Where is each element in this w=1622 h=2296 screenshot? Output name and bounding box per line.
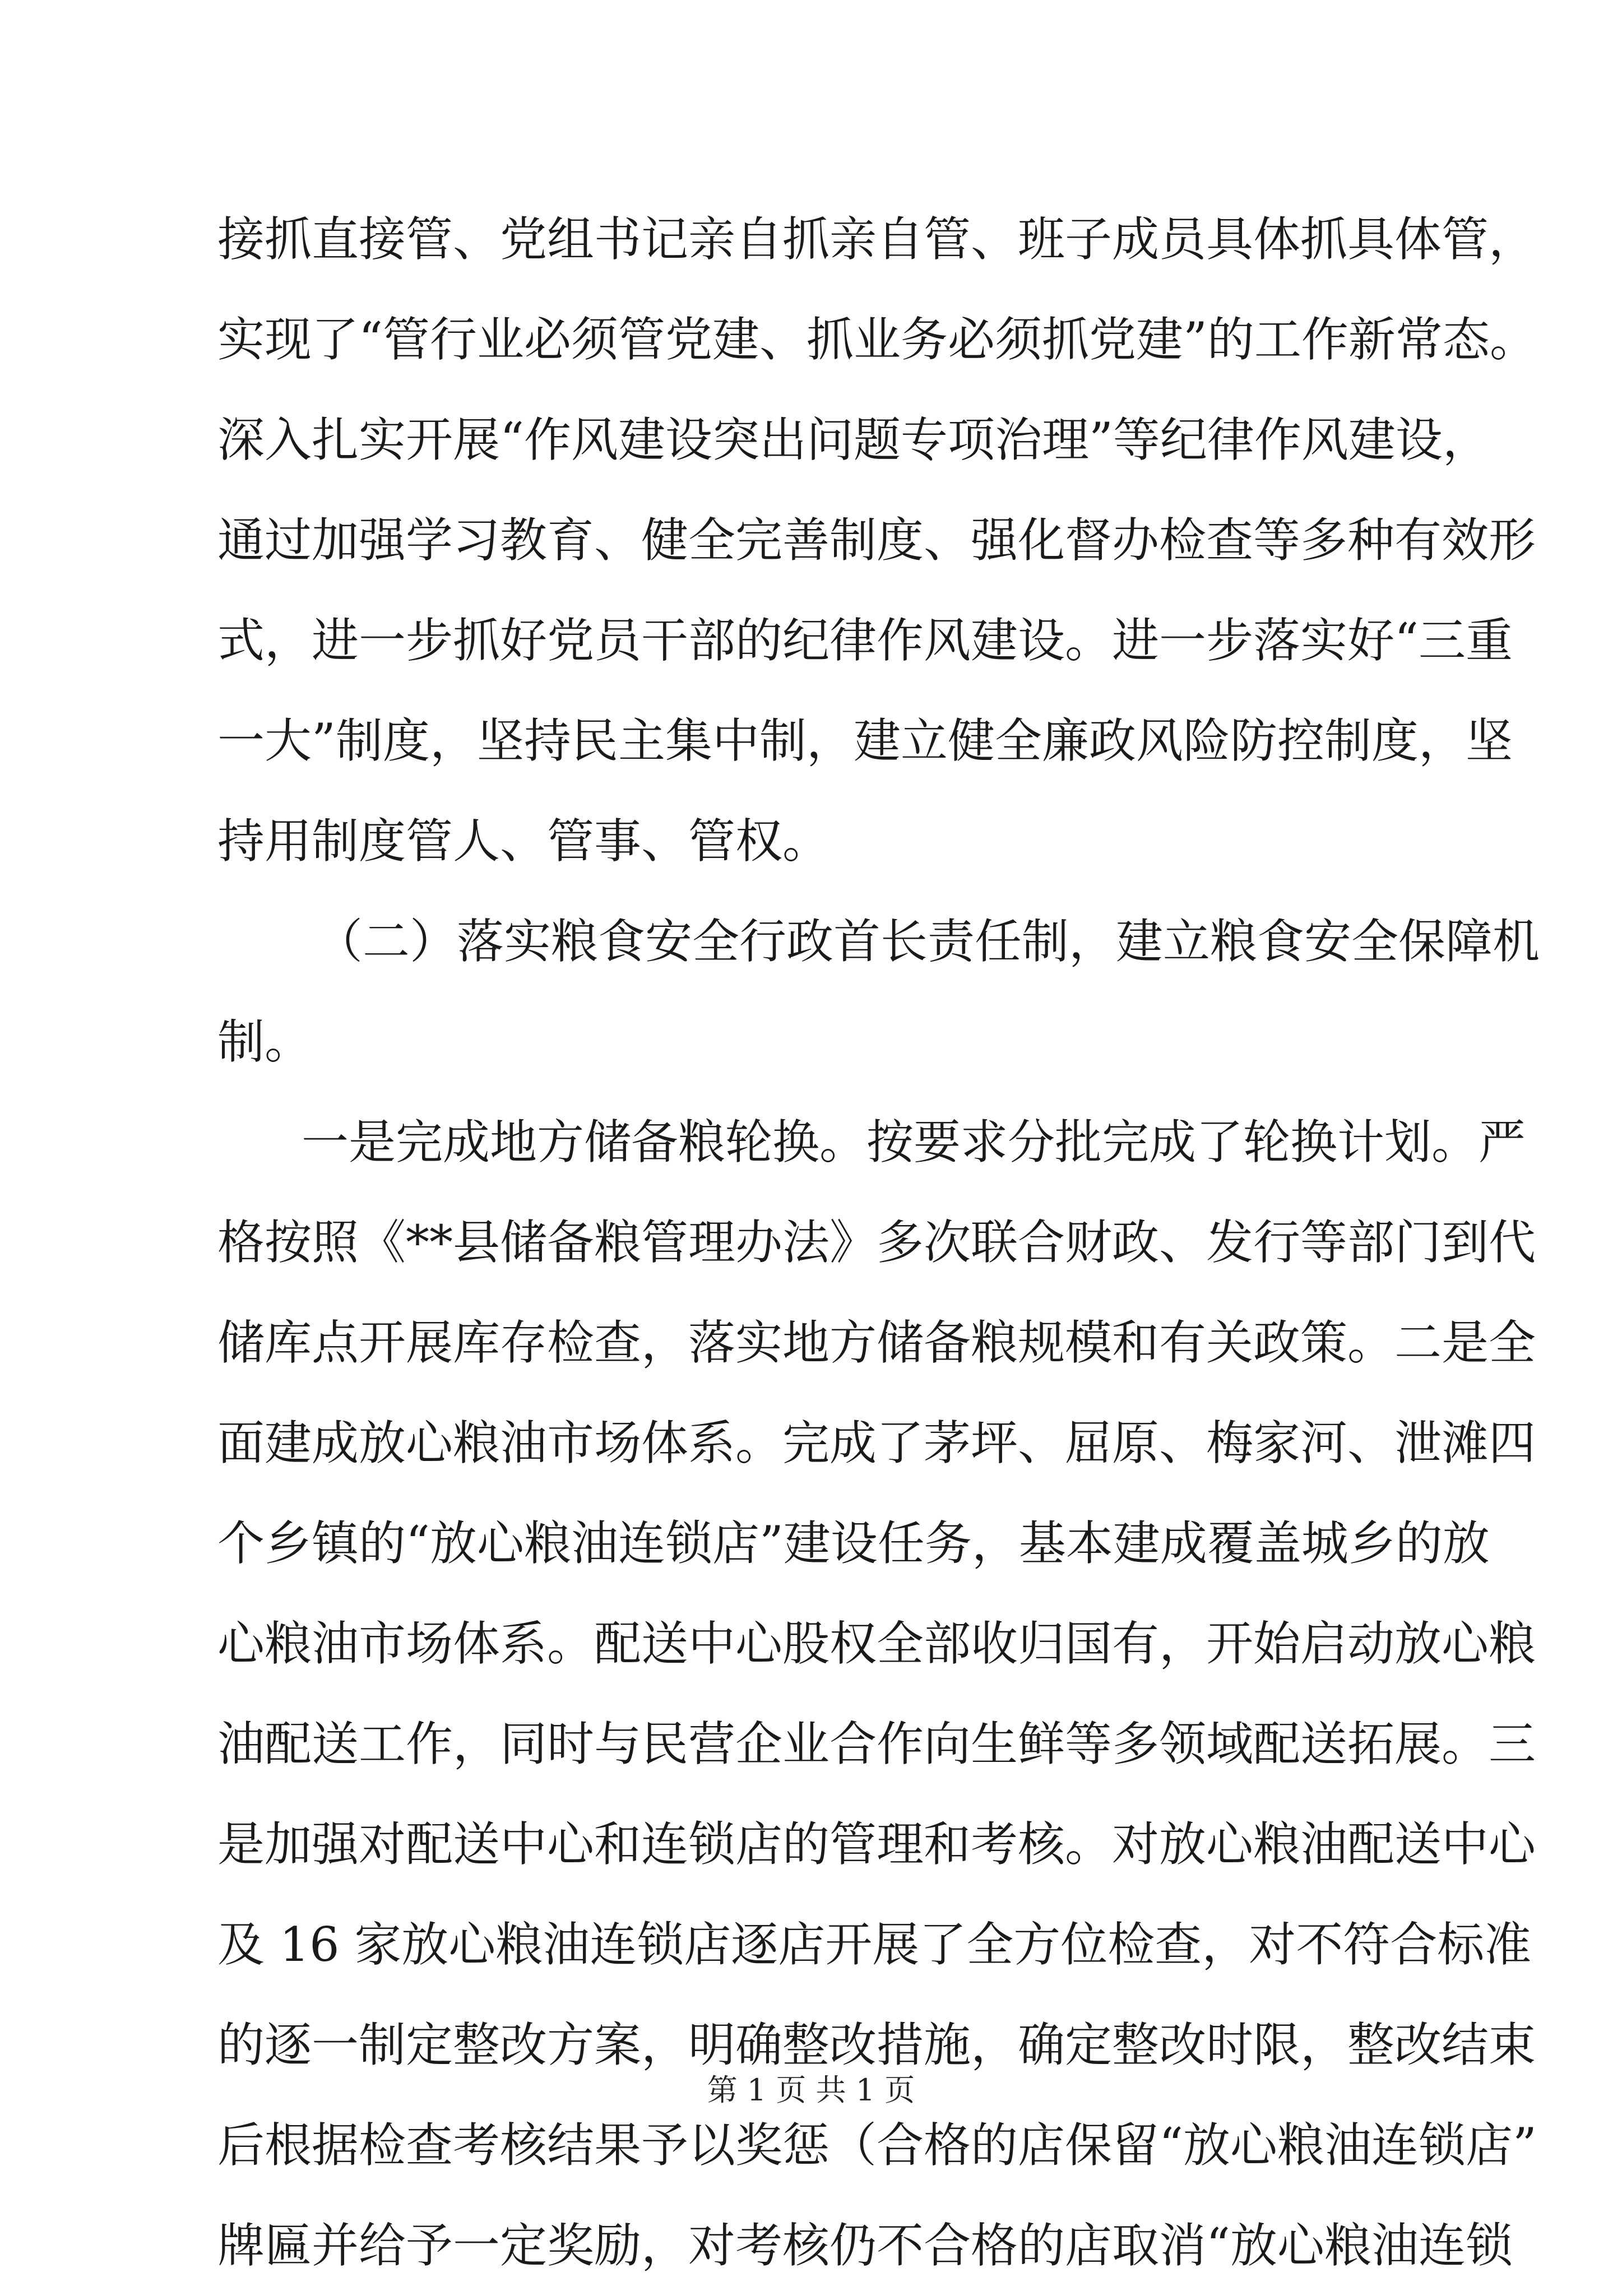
text-line: 后根据检查考核结果予以奖惩（合格的店保留“放心粮油连锁店” [217, 2118, 1537, 2173]
text-line: 深入扎实开展“作风建设突出问题专项治理”等纪律作风建设， [217, 412, 1490, 467]
text-line: 及 16 家放心粮油连锁店逐店开展了全方位检查，对不符合标准 [217, 1917, 1532, 1972]
text-line: 面建成放心粮油市场体系。完成了茅坪、屈原、梅家河、泄滩四 [217, 1416, 1536, 1471]
text-line: 一是完成地方储备粮轮换。按要求分批完成了轮换计划。严 [302, 1115, 1526, 1170]
text-line: 持用制度管人、管事、管权。 [217, 814, 830, 869]
text-line: 心粮油市场体系。配送中心股权全部收归国有，开始启动放心粮 [217, 1616, 1536, 1671]
heading-line: （二）落实粮食安全行政首长责任制，建立粮食安全保障机 [316, 914, 1540, 969]
text-line: 油配送工作，同时与民营企业合作向生鲜等多领域配送拓展。三 [217, 1717, 1536, 1771]
text-line: 一大”制度，坚持民主集中制，建立健全廉政风险防控制度，坚 [217, 713, 1513, 768]
text-line: 的逐一制定整改方案，明确整改措施，确定整改时限，整改结束 [217, 2017, 1536, 2072]
paragraph-party-building [217, 189, 1537, 892]
page-number-footer: 第 1 页 共 1 页 [707, 2072, 915, 2108]
text-line: 实现了“管行业必须管党建、抓业务必须抓党建”的工作新常态。 [217, 312, 1537, 367]
text-line: 接抓直接管、党组书记亲自抓亲自管、班子成员具体抓具体管， [217, 212, 1536, 267]
text-line: 牌匾并给予一定奖励，对考核仍不合格的店取消“放心粮油连锁 [217, 2218, 1513, 2273]
text-line: 式，进一步抓好党员干部的纪律作风建设。进一步落实好“三重 [217, 613, 1513, 668]
text-line: 是加强对配送中心和连锁店的管理和考核。对放心粮油配送中心 [217, 1817, 1536, 1872]
text-line: 通过加强学习教育、健全完善制度、强化督办检查等多种有效形 [217, 513, 1536, 568]
text-line: 个乡镇的“放心粮油连锁店”建设任务，基本建成覆盖城乡的放 [217, 1516, 1490, 1571]
body-text [217, 189, 1540, 2296]
section-heading-2 [217, 892, 1540, 1092]
paragraph-grain-reserve [217, 1092, 1537, 2296]
heading-line: 制。 [217, 1014, 312, 1069]
text-line: 储库点开展库存检查，落实地方储备粮规模和有关政策。二是全 [217, 1315, 1536, 1370]
text-line: 格按照《**县储备粮管理办法》多次联合财政、发行等部门到代 [217, 1215, 1536, 1270]
